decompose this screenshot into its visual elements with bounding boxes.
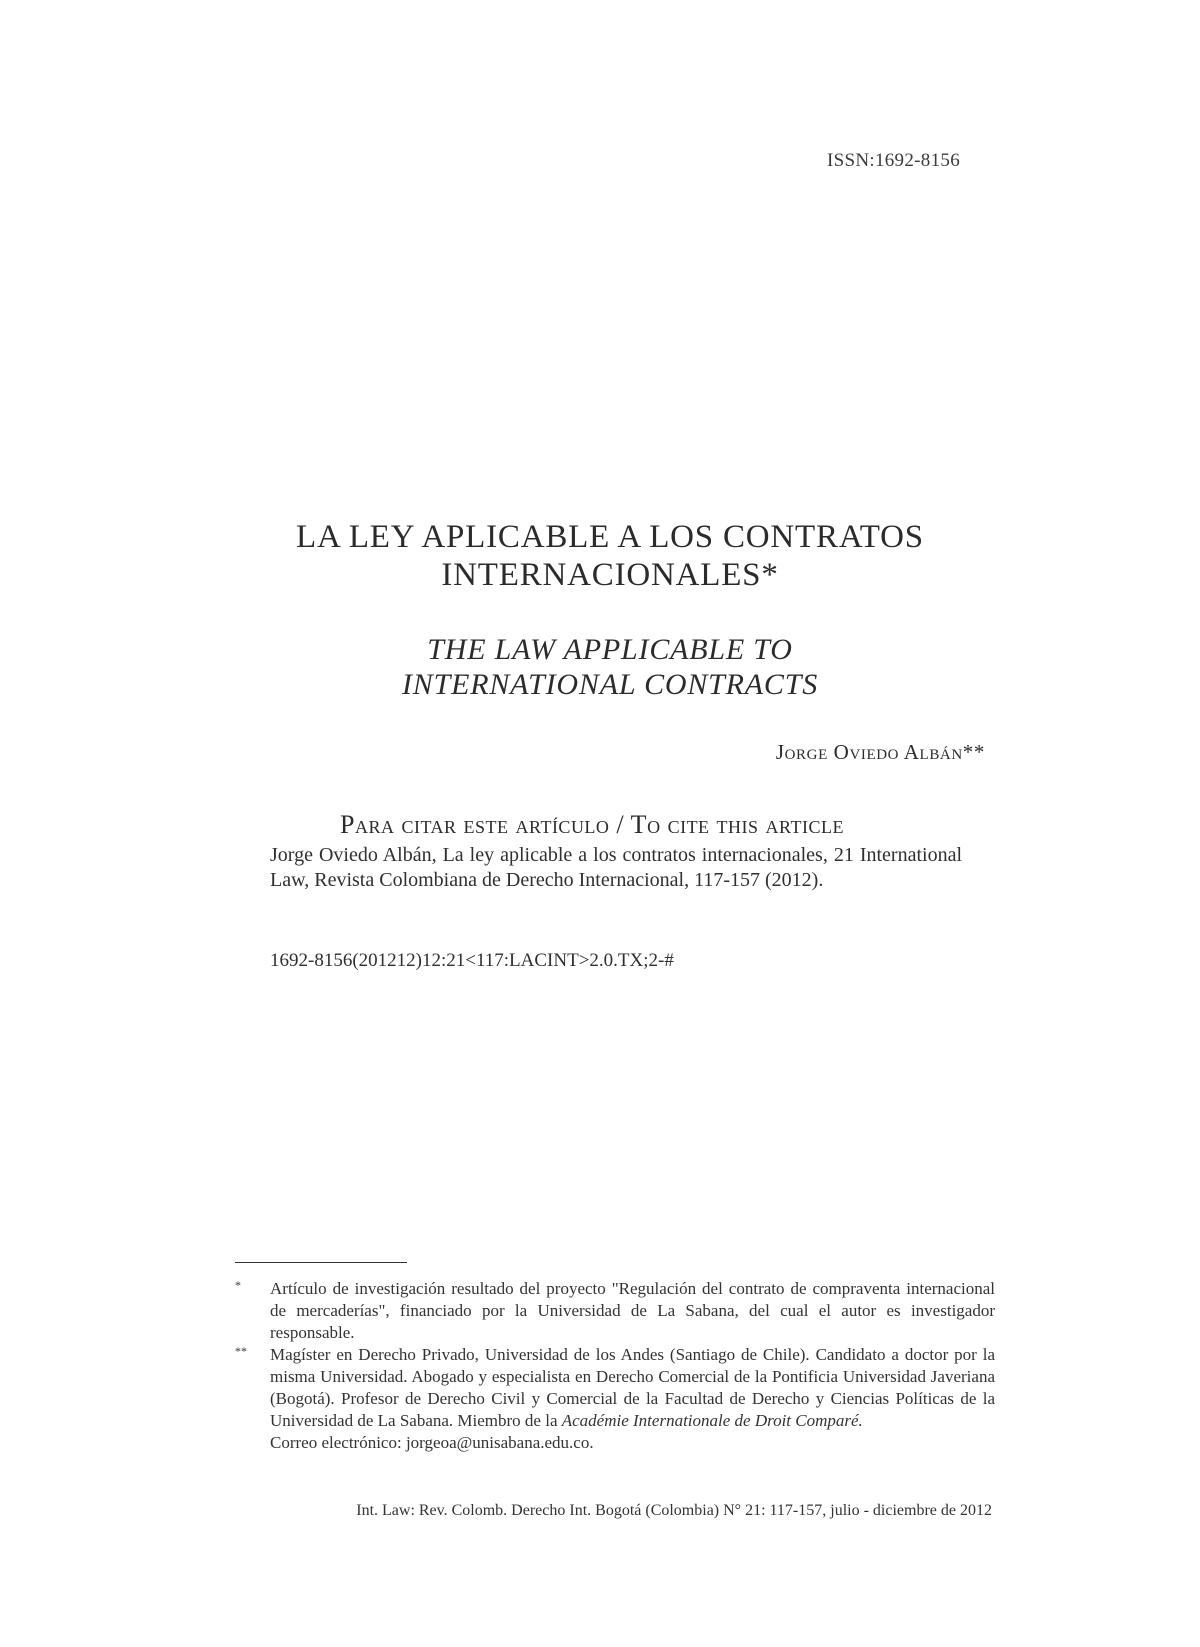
issn-number: ISSN:1692-8156 [827,150,960,171]
article-title-spanish [150,518,1070,594]
article-title-english [150,632,1070,702]
footnote-1 [235,1278,995,1344]
footnote-2-email[interactable]: Correo electrónico: jorgeoa@unisabana.edu.co. [270,1433,594,1452]
title-en-line-2: INTERNATIONAL CONTRACTS [402,668,818,701]
footnote-2-academy: Académie Internationale de Droit Comparé. [561,1411,863,1430]
footnote-1-mark: * [235,1278,241,1292]
running-footer: Int. Law: Rev. Colomb. Derecho Int. Bogotá (Colombia) N° 21: 117-157, julio - diciembre de 2012 [356,1502,992,1519]
footnote-2-mark: ** [235,1344,247,1358]
title-es-line-2: INTERNACIONALES* [441,557,779,593]
sici-code: 1692-8156(201212)12:21<117:LACINT>2.0.TX;2-# [270,950,674,971]
footnote-1-text: Artículo de investigación resultado del proyecto "Regulación del contrato de compraventa internacional de mercaderías", financiado por la Universidad de La Sabana, del cual el autor es investigador responsable. [270,1279,995,1342]
footnote-2-body [270,1344,995,1454]
title-en-line-1: THE LAW APPLICABLE TO [427,633,793,666]
citation-text: Jorge Oviedo Albán, La ley aplicable a los contratos internacionales, 21 International Law, Revista Colombiana de Derecho Internacional, 117-157 (2012). [270,844,962,891]
title-es-line-1: LA LEY APLICABLE A LOS CONTRATOS [296,519,924,555]
author-name: Jorge Oviedo Albán** [775,740,985,764]
footnote-separator [235,1262,407,1263]
footnote-2-text: Magíster en Derecho Privado, Universidad de los Andes (Santiago de Chile). Candidato a doctor por la misma Universidad. Abogado y especialista en Derecho Comercial de la Pontificia Universidad Javeriana (Bogotá). Profesor de Derecho Civil y Comercial de la Facultad de Derecho y Ciencias Políticas de la Universidad de La Sabana. Miembro de la [270,1345,995,1430]
citation-heading: Para citar este artículo / To cite this article [340,810,844,839]
footnote-2 [235,1344,995,1454]
